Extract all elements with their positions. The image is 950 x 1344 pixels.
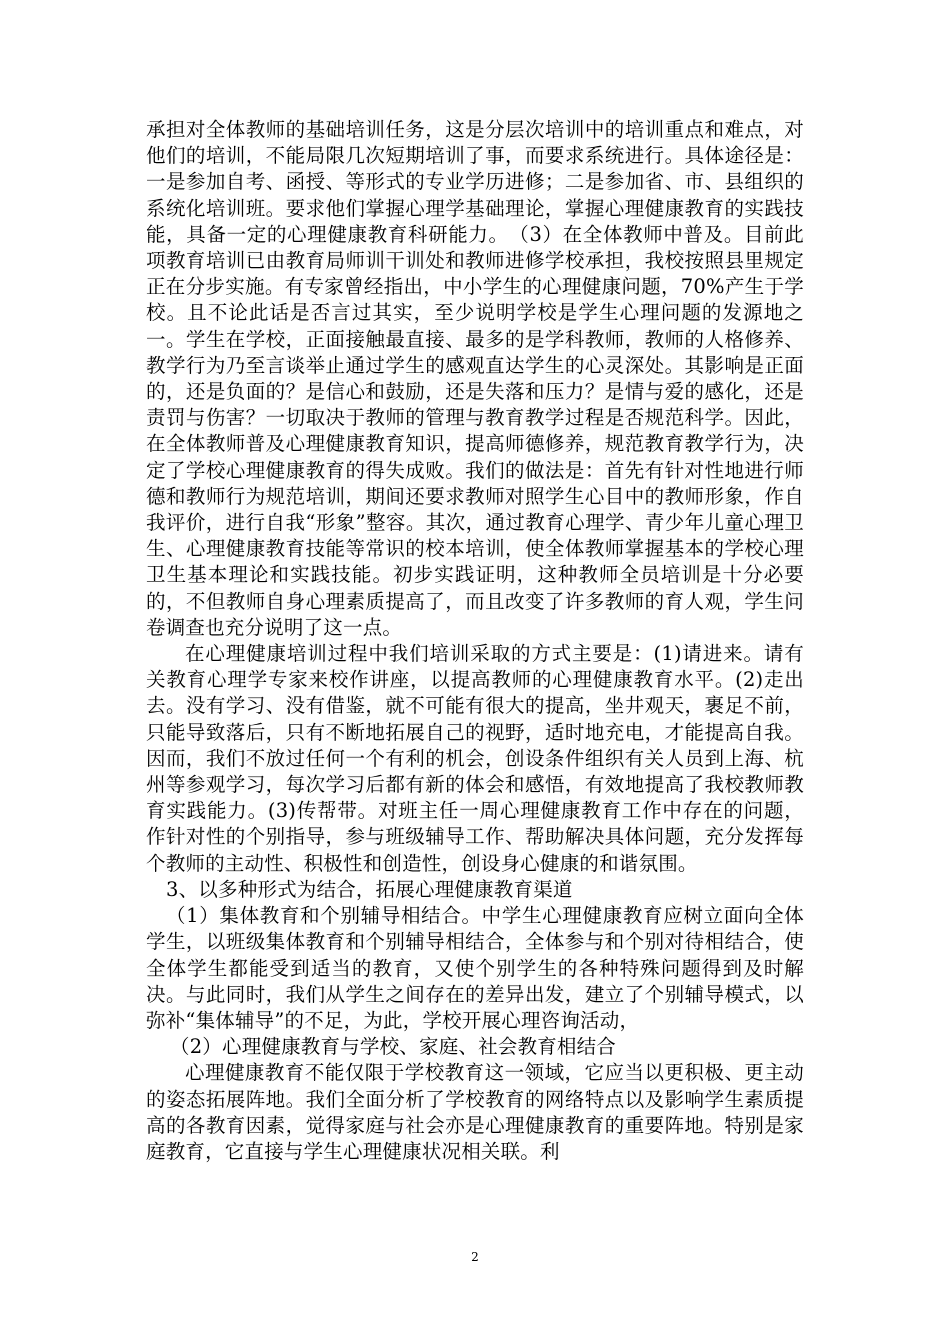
paragraph-teacher-training: 承担对全体教师的基础培训任务，这是分层次培训中的培训重点和难点，对他们的培训，不能局限几次短期培训了事，而要求系统进行。具体途径是：一是参加自考、函授、等形式的专业学历进修；二是参加省、市、县组织的系统化培训班。要求他们掌握心理学基础理论，掌握心理健康教育的实践技能，具备一定的心理健康教育科研能力。 （3）在全体教师中普及。目前此项教育培训已由教育局师训干训处和教师进修学校承担，我校按照县里规定正在分步实施。有专家曾经指出，中小学生的心理健康问题，70%产生于学校。且不论此话是否言过其实，至少说明学校是学生心理问题的发源地之一。学生在学校，正面接触最直接、最多的是学科教师，教师的人格修养、教学行为乃至言谈举止通过学生的感观直达学生的心灵深处。其影响是正面的，还是负面的？是信心和鼓励，还是失落和压力？是情与爱的感化，还是责罚与伤害？一切取决于教师的管理与教育教学过程是否规范科学。因此，在全体教师普及心理健康教育知识，提高师德修养，规范教育教学行为，决定了学校心理健康教育的得失成败。我们的做法是：首先有针对性地进行师德和教师行为规范培训，期间还要求教师对照学生心目中的教师形象，作自我评价，进行自我“形象”整容。其次，通过教育心理学、青少年儿童心理卫生、心理健康教育技能等常识的校本培训，使全体教师掌握基本的学校心理卫生基本理论和实践技能。初步实践证明，这种教师全员培训是十分必要的，不但教师自身心理素质提高了，而且改变了许多教师的育人观，学生问卷调查也充分说明了这一点。 bbox=[146, 118, 804, 639]
paragraph-training-methods: 在心理健康培训过程中我们培训采取的方式主要是：(1)请进来。请有关教育心理学专家来校作讲座，以提高教师的心理健康教育水平。(2)走出去。没有学习、没有借鉴，就不可能有很大的提高，坐井观天，裹足不前，只能导致落后，只有不断地拓展自己的视野，适时地充电，才能提高自我。因而，我们不放过任何一个有利的机会，创设条件组织有关人员到上海、杭州等参观学习，每次学习后都有新的体会和感悟，有效地提高了我校教师教育实践能力。(3)传帮带。对班主任一周心理健康教育工作中存在的问题，作针对性的个别指导，参与班级辅导工作、帮助解决具体问题，充分发挥每个教师的主动性、积极性和创造性，创设身心健康的和谐氛围。 bbox=[146, 642, 804, 875]
document-body bbox=[146, 117, 804, 1165]
paragraph-family-education: 心理健康教育不能仅限于学校教育这一领域，它应当以更积极、更主动的姿态拓展阵地。我们全面分析了学校教育的网络特点以及影响学生素质提高的各教育因素，觉得家庭与社会亦是心理健康教育的重要阵地。特别是家庭教育，它直接与学生心理健康状况相关联。利 bbox=[146, 1061, 804, 1163]
subheading-school-family-society: （2）心理健康教育与学校、家庭、社会教育相结合 bbox=[170, 1035, 617, 1059]
paragraph-collective-individual: （1）集体教育和个别辅导相结合。中学生心理健康教育应树立面向全体学生，以班级集体教育和个别辅导相结合，全体参与和个别对待相结合，使全体学生都能受到适当的教育，又使个别学生的各种特殊问题得到及时解决。与此同时，我们从学生之间存在的差异出发，建立了个别辅导模式，以弥补“集体辅导”的不足，为此，学校开展心理咨询活动， bbox=[146, 904, 804, 1032]
page-number: 2 bbox=[471, 1250, 479, 1264]
section-heading-3: 3、以多种形式为结合，拓展心理健康教育渠道 bbox=[166, 877, 573, 901]
